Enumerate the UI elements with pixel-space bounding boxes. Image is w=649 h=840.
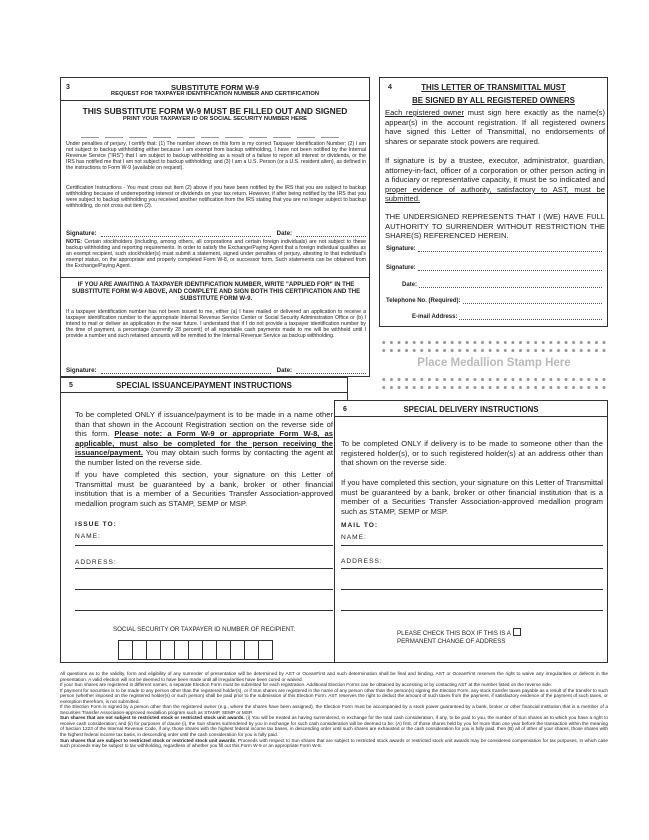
date-field[interactable] [296, 231, 366, 237]
ssn-input[interactable] [119, 640, 273, 660]
guarantee-text: If you have completed this section, your signature on this Letter of Transmittal must be guaranteed by a bank, broker or other financial institution that is a member of a Securities Transfer Association-approved medallion program such as STAMP, SEMP or MSP. [75, 470, 333, 508]
address-field-2[interactable] [341, 589, 603, 590]
note-label: NOTE: [66, 239, 83, 245]
issuance-note: Please note: a Form W-9 or appropriate Form W-8, as applicable, must also be completed for the person receiving the issuance/payment. [75, 429, 333, 458]
name-label: NAME: [75, 533, 101, 540]
ssn-label: SOCIAL SECURITY OR TAXPAYER ID NUMBER OF RECIPIENT: [112, 626, 296, 633]
footer-body: Proceeds with respect to Sun shares that are subject to restricted stock awards or restricted stock unit awards may be considered compensation for tax purposes, in which case such proceeds may be subject to tax withholding, regardless of whether you fill out this Form W-9 or an appropriate Form W-8. [60, 737, 609, 749]
date-label: Date: [276, 367, 293, 374]
permanent-address-change [397, 628, 521, 646]
section-title-line1: THIS LETTER OF TRANSMITTAL MUST [421, 83, 566, 92]
substitute-form-w9-section [60, 77, 370, 377]
section-number: 3 [66, 84, 70, 91]
signature-2-field[interactable] [418, 264, 602, 271]
address-label: ADDRESS: [341, 558, 383, 565]
taxpayer-id-input[interactable] [81, 130, 339, 138]
check-label-line2: PERMANENT CHANGE OF ADDRESS [397, 638, 506, 645]
footer-paragraph: If payment for securities is to be made to any person other than the registered holder(s), or if Sun shares are registered in the name of any person other than the person(s) signing the Election Form, any stock transfer taxes payable as a result of the transfer to such person (whether imposed on the registered holder(s) or such person) shall be paid prior to the submission of this Election Form. AST reserves the right to deduct the amount of such taxes from the payment, if satisfactory evidence of the payment of such taxes, or exemption therefrom, is not submitted. [60, 687, 608, 704]
form-subtitle: REQUEST FOR TAXPAYER IDENTIFICATION NUMBER AND CERTIFICATION [110, 91, 320, 97]
registered-owner-emphasis: Each registered owner [385, 108, 464, 117]
email-label: E-mail Address: [412, 314, 458, 320]
special-issuance-section [60, 377, 348, 663]
note-text [66, 239, 366, 269]
divider [61, 100, 369, 101]
divider [61, 392, 347, 393]
section-title: SPECIAL ISSUANCE/PAYMENT INSTRUCTIONS [116, 381, 292, 390]
footer-notes [60, 671, 608, 749]
awaiting-tin-text: If a taxpayer identification number has not been issued to me, either (a) I have mailed or delivered an application to receive a taxpayer identification number to the appropriate Internal Revenue Service Center or Social Security Administration Office or (b) I intend to mail or deliver an application in the near future. I understand that if I do not provide a taxpayer identification number by the time of payment, a percentage (currently 28 percent) of all reportable cash payments made to me will be withheld until I provide a number and such retained amounts will be remitted to the Internal Revenue Service as backup withholding. [66, 309, 366, 340]
section-number: 6 [343, 406, 347, 413]
authority-statement: THE UNDERSIGNED REPRESENTS THAT I (WE) HAVE FULL AUTHORITY TO SURRENDER WITHOUT RESTRICTION THE SHARE(S) REFERENCED HEREIN. [385, 212, 605, 241]
signature-label: Signature: [66, 230, 97, 237]
section-number: 4 [388, 84, 392, 91]
address-field-3[interactable] [75, 610, 333, 611]
fiduciary-body: If signature is by a trustee, executor, administrator, guardian, attorney-in-fact, officer of a corporation or other person acting in a fiduciary or representative capacity, it must be so indicated and [385, 156, 605, 185]
footer-emphasis: Sun shares that are not subject to restricted stock or restricted stock unit awards. [60, 715, 245, 721]
name-field[interactable] [75, 545, 333, 546]
section-number: 5 [69, 382, 73, 389]
name-label: NAME: [341, 534, 367, 541]
address-field-3[interactable] [341, 610, 603, 611]
divider [335, 416, 607, 417]
email-row [412, 313, 602, 320]
name-field[interactable] [341, 545, 603, 546]
footer-body: (i) You will be treated as having surrendered, in exchange for the total cash consideration, if any, to be paid to you, the number of Sun shares as to which you have a right to receive cash consideration; and (ii) for purposes of clause (i), the Sun shares surrendered by you in exchange for such cash consideration will be deemed to be: (A) first, of those shares held by you for more than one year before the transaction within the meaning of Section 1223 of the Internal Revenue Code, if any, those shares with the highest federal income tax bases, in descending order until such shares are exhausted or the cash consideration for you is fully paid, then (B) all of other of your shares, those shares with the highest federal income tax basis, in descending order until the cash consideration for you is fully paid. [60, 715, 609, 738]
issue-to-label: ISSUE TO: [75, 521, 117, 528]
mail-to-label: MAIL TO: [341, 522, 379, 529]
certification-text: Under penalties of perjury, I certify that: (1) The number shown on this form is my correct Taxpayer Identification Number; (2) I am not subject to backup withholding either because I am exempt from backup withholding, I have not been notified by the Internal Revenue Service ("IRS") that I am subject to backup withholding as a result of a failure to report all interest or dividends, or the IRS has notified me that I am not subject to backup withholding; and (3) I am a U.S. Person (or a U.S. resident alien), as defined in the instructions to Form W-9 (available on request). [66, 141, 366, 172]
dot-border-top-2 [380, 348, 608, 353]
footer-paragraph: If your Sun shares are registered in different names, a separate Election Form must be submitted for each registration. Additional Election Forms can be obtained by accessing or by contacting AST at the number listed on the reverse side. [60, 682, 553, 688]
permanent-change-checkbox[interactable] [513, 628, 521, 636]
telephone-row [386, 297, 602, 304]
medallion-stamp-area [380, 340, 608, 390]
divider [61, 277, 369, 278]
dot-border-bottom [380, 377, 608, 382]
address-label: ADDRESS: [75, 559, 117, 566]
signature-1-field[interactable] [418, 245, 602, 252]
signature-2-row [386, 264, 602, 271]
fiduciary-text [385, 156, 605, 204]
email-field[interactable] [459, 313, 602, 320]
note-body: Certain stockholders (including, among others, all corporations and certain foreign individuals) are not subject to these backup withholding and reporting requirements. In order to satisfy the Exchange/Paying Agent that a foreign individual qualifies as an exempt recipient, such stockholder(s) must submit a statement, signed under penalties of perjury, attesting to that individual's exempt status, on the appropriate and properly completed Form W-8, or successor form. Such statements can be obtained from the Exchange/Paying Agent. [66, 239, 366, 270]
address-field-2[interactable] [75, 589, 333, 590]
awaiting-tin-heading: IF YOU ARE AWAITING A TAXPAYER IDENTIFICATION NUMBER, WRITE "APPLIED FOR" IN THE SUBSTITUTE FORM W-9 ABOVE, AND COMPLETE AND SIGN BOTH THIS CERTIFICATION AND THE SUBSTITUTE FORM W-9. [71, 281, 361, 303]
address-field-1[interactable] [341, 568, 603, 569]
telephone-label: Telephone No. (Required): [386, 298, 461, 304]
dot-border-bottom-2 [380, 385, 608, 390]
must-fill-heading: THIS SUBSTITUTE FORM W-9 MUST BE FILLED OUT AND SIGNED [82, 106, 348, 116]
guarantee-text: If you have completed this section, your signature on this Letter of Transmittal must be guaranteed by a bank, broker or other financial institution that is a member of a Securities Transfer Association-approved medallion program such as STAMP, SEMP or MSP. [341, 478, 603, 516]
footer-paragraph: All questions as to the validity, form and eligibility of any surrender of presentation will be determined by AST or OceanFirst and such determination shall be final and binding. AST or OceanFirst reserves the right to waive any irregularities or defects in the presentation. A valid election will not be deemed to have been made until all irregularities have been cured or waived. [60, 671, 608, 682]
footer-paragraph: If the Election Form is signed by a person other than the registered owner (e.g., where the shares have been assigned), the Election Form must be accompanied by a stock power guaranteed by a bank, broker or other financial institution that is a member of a Securities Transfer Association-approved medallion program such as STAMP, SEMP or MSP. [60, 704, 608, 715]
special-delivery-section [334, 400, 608, 663]
date-field[interactable] [419, 281, 602, 288]
date-field[interactable] [296, 368, 366, 374]
signature-row-2 [66, 367, 366, 374]
signature-label: Signature: [66, 367, 97, 374]
check-label-line1: PLEASE CHECK THIS BOX IF THIS IS A [397, 630, 511, 637]
medallion-stamp-label: Place Medallion Stamp Here [417, 357, 571, 369]
date-row [402, 281, 602, 288]
date-label: Date: [402, 282, 418, 288]
issuance-body-2: You may obtain such forms by contacting the agent at the number listed on the reverse side. [75, 448, 333, 467]
registered-owner-body: must sign here exactly as the name(s) appear(s) in the account registration. If all registered owners have signed this Letter of Transmittal, no endorsements of shares or separate stock powers are required. [385, 108, 605, 146]
section-title: SPECIAL DELIVERY INSTRUCTIONS [403, 405, 539, 414]
registered-owner-text [385, 108, 605, 146]
signature-1-row [386, 245, 602, 252]
certification-instructions: Certification Instructions - You must cross out Item (2) above if you have been notified by the IRS that you are subject to backup withholding because of underreporting interest or dividends on your tax return. However, if after being notified by the IRS that you were subject to backup withholding you received another notification from the IRS stating that you are no longer subject to backup withholding, do not cross out item (2). [66, 185, 366, 210]
signature-field[interactable] [101, 368, 271, 374]
signature-label: Signature: [386, 246, 416, 252]
signature-field[interactable] [101, 231, 271, 237]
print-id-instruction: PRINT YOUR TAXPAYER ID OR SOCIAL SECURITY NUMBER HERE [122, 116, 308, 122]
address-field-1[interactable] [75, 568, 333, 569]
telephone-field[interactable] [463, 297, 602, 304]
footer-paragraph [60, 715, 608, 737]
footer-emphasis: Sun shares that are subject to restricted stock or restricted stock unit awards. [60, 737, 237, 743]
fiduciary-emphasis: proper evidence of authority, satisfactory to AST, must be submitted. [385, 184, 605, 204]
section-title-line2: BE SIGNED BY ALL REGISTERED OWNERS [412, 96, 575, 105]
signature-label: Signature: [386, 265, 416, 271]
date-label: Date: [276, 230, 293, 237]
signature-row [66, 230, 366, 237]
owner-signature-section [379, 77, 608, 327]
form-title: SUBSTITUTE FORM W-9 [170, 83, 259, 92]
footer-paragraph [60, 738, 608, 749]
issuance-body: To be completed ONLY if issuance/payment is to be made in a name other than that shown in the Account Registration section on the reverse side of this form. [75, 410, 333, 439]
issuance-instructions [75, 410, 333, 468]
delivery-instructions: To be completed ONLY if delivery is to be made to someone other than the registered holder(s), or to such registered holder(s) at an address other than that shown on the reverse side. [341, 439, 603, 468]
dot-border-top [380, 340, 608, 345]
